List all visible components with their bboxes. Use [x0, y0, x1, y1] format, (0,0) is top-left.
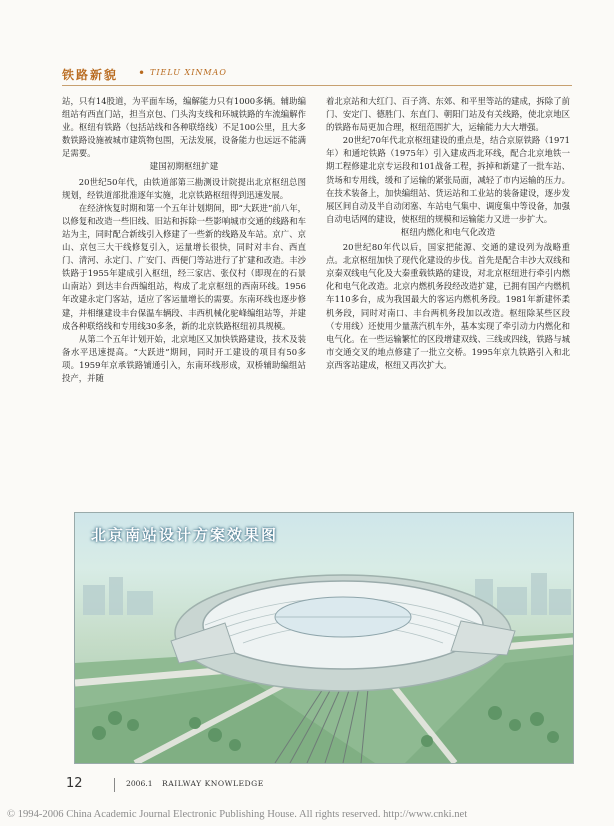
paragraph: 在经济恢复时期和第一个五年计划期间，即“大跃进”前八年，以修复和改造一些旧线、旧站和拆除一些影响城市交通的线路和车站为主，同时配合新线引入修建了一些新的线路及车站。京广、京山、京包三大干线修复引入，运量增长很快，同时对丰台、西直门、清河、永定门、广安门、西便门等站进行了扩建和改造。丰沙铁路于1955年建成引入枢纽，经三家店、张仪村（即现在的石景山南站）到达丰台西编组站，构成了北京枢纽的西南环线。1956年改建永定门客站，适应了客运量增长的需要。东南环线也逐步修建，并相继建设丰台保温车辆段、丰西机械化驼峰编组站等，并建成各种联络线和专用线30多条，新的北京铁路枢纽初具规模。	[62, 202, 306, 331]
header-separator: •	[138, 66, 146, 80]
page-number: 12	[66, 776, 83, 791]
right-column	[326, 95, 570, 372]
station-rendering-figure	[74, 512, 574, 764]
subheading: 建国初期枢纽扩建	[149, 162, 219, 173]
section-title-pinyin: TIELU XINMAO	[150, 68, 227, 77]
section-title: 铁路新貌	[62, 68, 119, 82]
paragraph: 20世纪80年代以后，国家把能源、交通的建设列为战略重点。北京枢纽加快了现代化建设的步伐。首先是配合丰沙大双线和京秦双线电气化及大秦重载铁路的建设，对北京枢纽进行牵引内燃化和电气化改造。北京内燃机务段经改造扩建，已拥有国产内燃机车110多台，成为我国最大的客运内燃机务段。1981年新建怀柔机务段，同时对南口、丰台两机务段加以改造。枢纽除某些区段（专用线）还使用少量蒸汽机车外，基本实现了牵引动力内燃化和电气化。在一些运输繁忙的区段增建双线、三线或四线，铁路与城市交通交叉的地点修建了一批立交桥。1995年京九铁路引入和北京西客站建成，枢纽又再次扩大。	[326, 242, 570, 370]
page-header	[62, 66, 572, 88]
subheading: 枢纽内燃化和电气化改造	[400, 227, 496, 238]
paragraph: 站，只有14股道，为平面车场，编解能力只有1000多辆。辅助编组站有西直门站，担当京包、门头沟支线和环城铁路的车流编解作业。枢纽有铁路（包括站线和各种联络线）不足100公里，且大多数铁路设施被城市建筑物包围，无法发展，设备能力也远远不能满足需要。	[62, 96, 306, 159]
issue-number: 2006.1	[126, 779, 153, 788]
station-rendering-illustration	[75, 513, 573, 763]
paragraph: 20世纪70年代北京枢纽建设的重点是，结合京原铁路（1971年）和通坨铁路（1975年）引入建成西北环线，配合北京地铁一期工程修建北京专运段和101战备工程，拆掉和新建了一批车站、货场和专用线，缓和了运输的紧张局面，减轻了市内运输的压力。在技术装备上，加快编组站、货运站和工业站的装备建设，逐步发展区间自动及半自动闭塞、车站电气集中、调度集中等设备，加强自动电话网的建设，使枢纽的规模和运输能力又进一步扩大。	[326, 135, 570, 224]
figure-caption: 北京南站设计方案效果图	[91, 526, 279, 544]
left-column	[62, 95, 306, 385]
footer-divider	[114, 778, 115, 792]
header-rule	[62, 85, 572, 86]
paragraph: 20世纪50年代，由铁道部第三勘测设计院提出北京枢纽总图规划，经铁道部批准逐年实施，北京铁路枢纽得到迅速发展。	[62, 176, 306, 200]
page-footer	[66, 776, 566, 798]
magazine-name: RAILWAY KNOWLEDGE	[162, 779, 264, 788]
copyright-notice: © 1994-2006 China Academic Journal Electronic Publishing House. All rights reserved. http://www.cnki.net	[7, 809, 468, 820]
paragraph: 着北京站和大红门、百子湾、东郊、和平里等站的建成，拆除了前门、安定门、德胜门、东直门、朝阳门站及有关线路，使北京地区的铁路布局更加合理，枢纽范围扩大，运输能力大大增强。	[326, 96, 570, 133]
paragraph: 从第二个五年计划开始，北京地区又加快铁路建设，技术及装备水平迅速提高。“大跃进”期间，同时开工建设的项目有50多项。1959年京承铁路铺通引入，东南环线形成，双桥辅助编组站投产，并随	[62, 333, 306, 383]
